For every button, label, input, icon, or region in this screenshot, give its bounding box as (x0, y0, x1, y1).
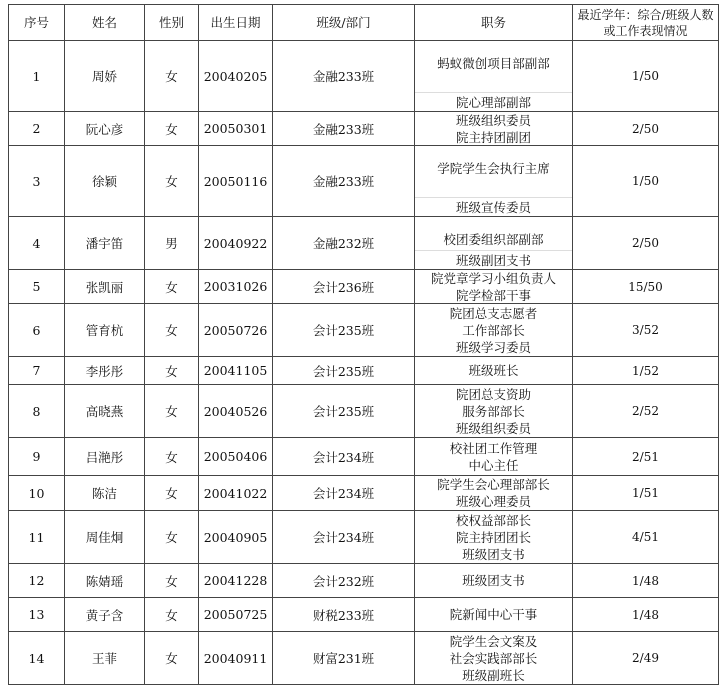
cell-seq: 13 (9, 598, 65, 632)
cell-class: 金融233班 (273, 41, 415, 112)
cell-gender: 男 (145, 217, 199, 270)
cell-seq: 8 (9, 385, 65, 438)
cell-class: 财税233班 (273, 598, 415, 632)
header-gender: 性别 (145, 5, 199, 41)
duty-line: 院学检部干事 (455, 287, 531, 303)
cell-gender: 女 (145, 632, 199, 685)
cell-name: 张凯丽 (65, 270, 145, 304)
cell-name: 管育杭 (65, 304, 145, 357)
cell-class: 会计234班 (273, 476, 415, 511)
cell-gender: 女 (145, 438, 199, 476)
cell-birth: 20050116 (199, 146, 273, 217)
cell-name: 黄子含 (65, 598, 145, 632)
duty-line: 班级宣传委员 (415, 197, 572, 216)
header-rank: 最近学年：综合/班级人数或工作表现情况 (573, 5, 719, 41)
duty-line: 院心理部副部 (415, 92, 572, 111)
cell-class: 会计235班 (273, 385, 415, 438)
cell-rank: 1/51 (573, 476, 719, 511)
cell-class: 金融233班 (273, 112, 415, 146)
duty-line: 校社团工作管理 (449, 440, 538, 456)
duty-line: 院学生会心理部部长 (437, 477, 550, 492)
cell-name: 陈婧瑶 (65, 564, 145, 598)
cell-seq: 14 (9, 632, 65, 685)
table-row (9, 598, 719, 632)
header-name: 姓名 (65, 5, 145, 41)
cell-name: 阮心彦 (65, 112, 145, 146)
cell-gender: 女 (145, 357, 199, 385)
cell-class: 会计234班 (273, 511, 415, 564)
duty-line: 蚂蚁微创项目部副部 (437, 56, 550, 71)
cell-name: 王菲 (65, 632, 145, 685)
table-row (9, 438, 719, 476)
cell-seq: 10 (9, 476, 65, 511)
cell-duty (415, 217, 573, 270)
cell-gender: 女 (145, 598, 199, 632)
cell-duty (415, 385, 573, 438)
duty-line: 班级团支书 (462, 573, 525, 588)
cell-duty (415, 270, 573, 304)
cell-seq: 5 (9, 270, 65, 304)
cell-gender: 女 (145, 270, 199, 304)
cell-rank: 2/50 (573, 217, 719, 270)
cell-gender: 女 (145, 112, 199, 146)
cell-rank: 3/52 (573, 304, 719, 357)
cell-seq: 6 (9, 304, 65, 357)
duty-line: 班级学习委员 (455, 339, 531, 355)
table-row (9, 41, 719, 112)
cell-rank: 1/52 (573, 357, 719, 385)
duty-line: 院党章学习小组负责人 (430, 270, 556, 286)
header-seq: 序号 (9, 5, 65, 41)
cell-seq: 3 (9, 146, 65, 217)
cell-name: 徐颖 (65, 146, 145, 217)
duty-line: 院主持团副团 (455, 129, 531, 145)
duty-line: 院主持团团长 (455, 529, 531, 545)
table-row (9, 511, 719, 564)
header-duty: 职务 (415, 5, 573, 41)
cell-rank: 2/50 (573, 112, 719, 146)
duty-line: 院团总支志愿者 (449, 305, 538, 321)
table-row (9, 112, 719, 146)
cell-birth: 20050301 (199, 112, 273, 146)
duty-line: 院团总支资助 (455, 386, 531, 402)
duty-line: 院学生会文案及 (449, 633, 538, 649)
cell-birth: 20040205 (199, 41, 273, 112)
cell-class: 会计235班 (273, 357, 415, 385)
cell-duty (415, 511, 573, 564)
duty-line: 班级组织委员 (455, 420, 531, 436)
cell-name: 陈洁 (65, 476, 145, 511)
cell-birth: 20041022 (199, 476, 273, 511)
cell-class: 金融232班 (273, 217, 415, 270)
cell-birth: 20050406 (199, 438, 273, 476)
cell-seq: 9 (9, 438, 65, 476)
cell-name: 周娇 (65, 41, 145, 112)
cell-class: 会计235班 (273, 304, 415, 357)
cell-birth: 20041105 (199, 357, 273, 385)
duty-line: 班级副班长 (462, 667, 525, 683)
duty-line: 院新闻中心干事 (449, 607, 538, 622)
cell-duty (415, 438, 573, 476)
cell-birth: 20040911 (199, 632, 273, 685)
cell-duty (415, 632, 573, 685)
cell-birth: 20040526 (199, 385, 273, 438)
cell-birth: 20050726 (199, 304, 273, 357)
cell-birth: 20031026 (199, 270, 273, 304)
header-row (9, 5, 719, 41)
table-row (9, 476, 719, 511)
cell-gender: 女 (145, 385, 199, 438)
duty-line: 中心主任 (468, 457, 519, 473)
table-row (9, 564, 719, 598)
duty-line: 班级班长 (468, 363, 519, 378)
cell-name: 李彤彤 (65, 357, 145, 385)
duty-line: 服务部部长 (462, 403, 525, 419)
table-row (9, 385, 719, 438)
cell-gender: 女 (145, 511, 199, 564)
cell-birth: 20040905 (199, 511, 273, 564)
table-row (9, 217, 719, 270)
cell-class: 会计234班 (273, 438, 415, 476)
duty-line: 班级组织委员 (455, 112, 531, 128)
cell-seq: 12 (9, 564, 65, 598)
cell-birth: 20050725 (199, 598, 273, 632)
cell-seq: 7 (9, 357, 65, 385)
cell-birth: 20041228 (199, 564, 273, 598)
cell-seq: 1 (9, 41, 65, 112)
cell-rank: 2/49 (573, 632, 719, 685)
cell-rank: 15/50 (573, 270, 719, 304)
duty-line: 学院学生会执行主席 (437, 161, 550, 176)
roster-body (9, 41, 719, 685)
cell-rank: 1/50 (573, 41, 719, 112)
cell-rank: 2/52 (573, 385, 719, 438)
duty-line: 班级心理委员 (455, 494, 531, 509)
cell-class: 财富231班 (273, 632, 415, 685)
cell-name: 吕滟彤 (65, 438, 145, 476)
table-row (9, 304, 719, 357)
cell-duty (415, 564, 573, 598)
duty-line: 工作部部长 (462, 322, 525, 338)
cell-name: 高晓燕 (65, 385, 145, 438)
duty-line: 班级团支书 (462, 546, 525, 562)
table-row (9, 632, 719, 685)
cell-duty (415, 476, 573, 511)
header-class: 班级/部门 (273, 5, 415, 41)
header-birth: 出生日期 (199, 5, 273, 41)
cell-duty (415, 41, 573, 112)
cell-class: 会计232班 (273, 564, 415, 598)
cell-class: 会计236班 (273, 270, 415, 304)
duty-line: 校团委组织部副部 (443, 232, 544, 247)
cell-seq: 4 (9, 217, 65, 270)
cell-gender: 女 (145, 41, 199, 112)
student-roster-table (8, 4, 719, 685)
cell-rank: 1/48 (573, 598, 719, 632)
cell-class: 金融233班 (273, 146, 415, 217)
cell-duty (415, 146, 573, 217)
duty-line: 社会实践部部长 (449, 650, 538, 666)
duty-line: 班级副团支书 (415, 250, 572, 269)
table-row (9, 270, 719, 304)
cell-rank: 1/50 (573, 146, 719, 217)
cell-gender: 女 (145, 564, 199, 598)
cell-gender: 女 (145, 476, 199, 511)
cell-rank: 4/51 (573, 511, 719, 564)
cell-rank: 2/51 (573, 438, 719, 476)
cell-duty (415, 112, 573, 146)
table-row (9, 146, 719, 217)
cell-duty (415, 598, 573, 632)
cell-seq: 2 (9, 112, 65, 146)
cell-gender: 女 (145, 304, 199, 357)
cell-seq: 11 (9, 511, 65, 564)
cell-gender: 女 (145, 146, 199, 217)
table-row (9, 357, 719, 385)
cell-name: 潘宇笛 (65, 217, 145, 270)
cell-duty (415, 357, 573, 385)
cell-name: 周佳炯 (65, 511, 145, 564)
duty-line: 校权益部部长 (455, 512, 531, 528)
cell-birth: 20040922 (199, 217, 273, 270)
cell-duty (415, 304, 573, 357)
cell-rank: 1/48 (573, 564, 719, 598)
